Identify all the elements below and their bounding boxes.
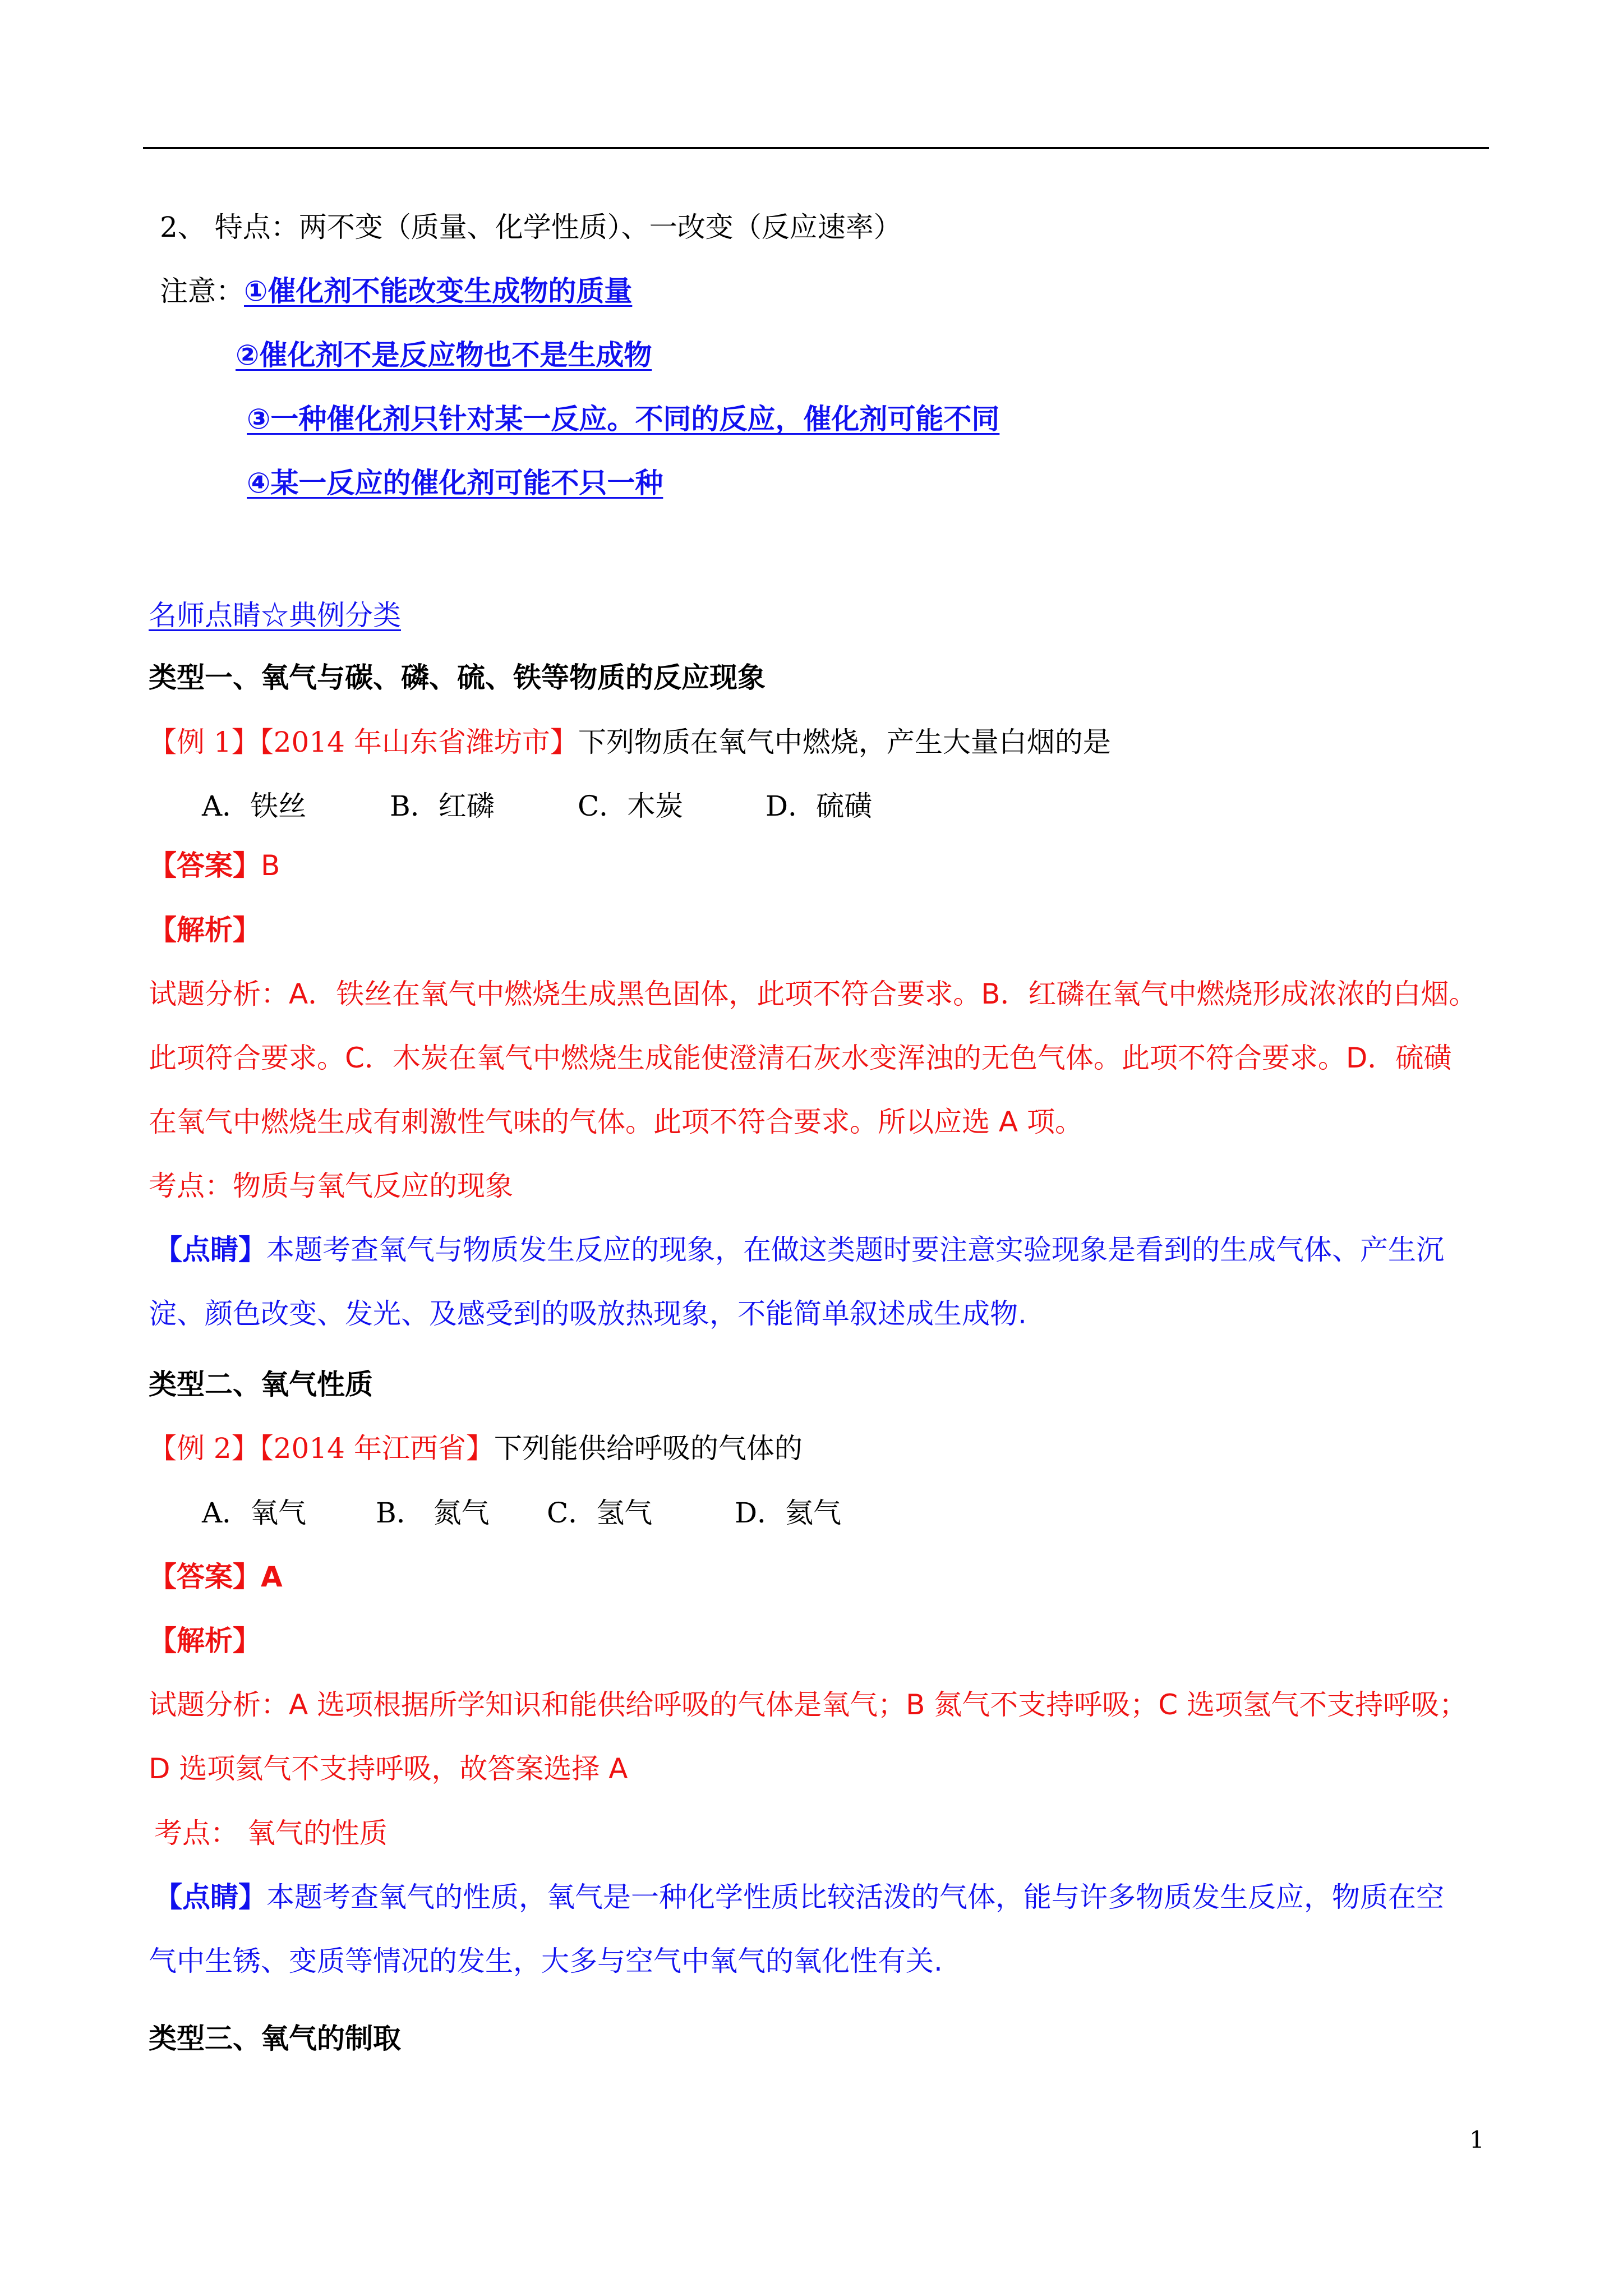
option-b: B．红磷 — [390, 790, 495, 822]
answer-label: 【答案】 — [149, 1561, 261, 1593]
dianjing1-text-1: 本题考查氧气与物质发生反应的现象，在做这类题时要注意实验现象是看到的生成气体、产生沉 — [266, 1234, 1444, 1266]
note-1: ①催化剂不能改变生成物的质量 — [244, 275, 633, 307]
type1-heading: 类型一、氧气与碳、磷、硫、铁等物质的反应现象 — [149, 661, 766, 694]
note-4: ④某一反应的催化剂可能不只一种 — [247, 467, 663, 499]
option-c: C．氢气 — [547, 1497, 653, 1529]
example1-question: 下列物质在氧气中燃烧，产生大量白烟的是 — [578, 726, 1111, 758]
page-number: 1 — [1469, 2126, 1484, 2154]
header-rule — [143, 147, 1489, 149]
note-line-1 — [160, 272, 632, 311]
note-2: ②催化剂不是反应物也不是生成物 — [236, 339, 652, 371]
analysis2-line-1: 试题分析：A 选项根据所学知识和能供给呼吸的气体是氧气；B 氮气不支持呼吸；C 选项氢气不支持呼吸； — [149, 1688, 1468, 1721]
analysis1-line-1: 试题分析：A．铁丝在氧气中燃烧生成黑色固体，此项不符合要求。B．红磷在氧气中燃烧形成浓浓的白烟。 — [149, 978, 1477, 1010]
example2-tag: 【例 2】【2014 年江西省】 — [149, 1432, 494, 1465]
answer-value: A — [261, 1561, 283, 1593]
dianjing1-line-1 — [154, 1230, 1444, 1269]
analysis2-line-2: D 选项氦气不支持呼吸，故答案选择 A — [149, 1752, 628, 1785]
dianjing2-label: 【点睛】 — [154, 1881, 266, 1913]
option-a: A．铁丝 — [202, 790, 307, 822]
dianjing2-text-1: 本题考查氧气的性质，氧气是一种化学性质比较活泼的气体，能与许多物质发生反应，物质在空 — [266, 1881, 1444, 1913]
dianjing2-line-2: 气中生锈、变质等情况的发生，大多与空气中氧气的氧化性有关. — [149, 1945, 943, 1977]
note-label: 注意： — [160, 275, 244, 307]
type2-heading: 类型二、氧气性质 — [149, 1368, 373, 1401]
option-a: A．氧气 — [202, 1497, 307, 1529]
example1-tag: 【例 1】【2014 年山东省潍坊市】 — [149, 726, 578, 758]
example2-question: 下列能供给呼吸的气体的 — [494, 1432, 803, 1465]
note-3: ③一种催化剂只针对某一反应。不同的反应，催化剂可能不同 — [247, 403, 1000, 435]
option-b: B． 氮气 — [376, 1497, 490, 1529]
example1-line — [149, 723, 1111, 762]
example2-options — [202, 1493, 841, 1533]
example1-options — [202, 786, 872, 826]
answer-value: B — [261, 849, 280, 882]
option-d: D．氦气 — [735, 1497, 842, 1529]
kaodian1: 考点：物质与氧气反应的现象 — [149, 1170, 513, 1202]
analysis2-label: 【解析】 — [149, 1625, 261, 1657]
dianjing2-line-1 — [154, 1878, 1444, 1917]
option-d: D．硫磺 — [766, 790, 873, 822]
answer1 — [149, 846, 280, 885]
feature-line: 2、 特点：两不变（质量、化学性质）、一改变（反应速率） — [160, 211, 902, 243]
answer-label: 【答案】 — [149, 849, 261, 882]
answer2 — [149, 1557, 283, 1596]
analysis1-line-2: 此项符合要求。C．木炭在氧气中燃烧生成能使澄清石灰水变浑浊的无色气体。此项不符合要求。D．硫磺 — [149, 1042, 1452, 1074]
type3-heading: 类型三、氧气的制取 — [149, 2022, 401, 2055]
dianjing1-label: 【点睛】 — [154, 1234, 266, 1266]
analysis1-label: 【解析】 — [149, 914, 261, 946]
example2-line — [149, 1429, 803, 1468]
kaodian2: 考点： 氧气的性质 — [154, 1817, 388, 1849]
section-link[interactable]: 名师点睛☆典例分类 — [149, 599, 401, 632]
analysis1-line-3: 在氧气中燃烧生成有刺激性气味的气体。此项不符合要求。所以应选 A 项。 — [149, 1106, 1083, 1138]
option-c: C．木炭 — [578, 790, 684, 822]
dianjing1-line-2: 淀、颜色改变、发光、及感受到的吸放热现象，不能简单叙述成生成物. — [149, 1297, 1027, 1330]
